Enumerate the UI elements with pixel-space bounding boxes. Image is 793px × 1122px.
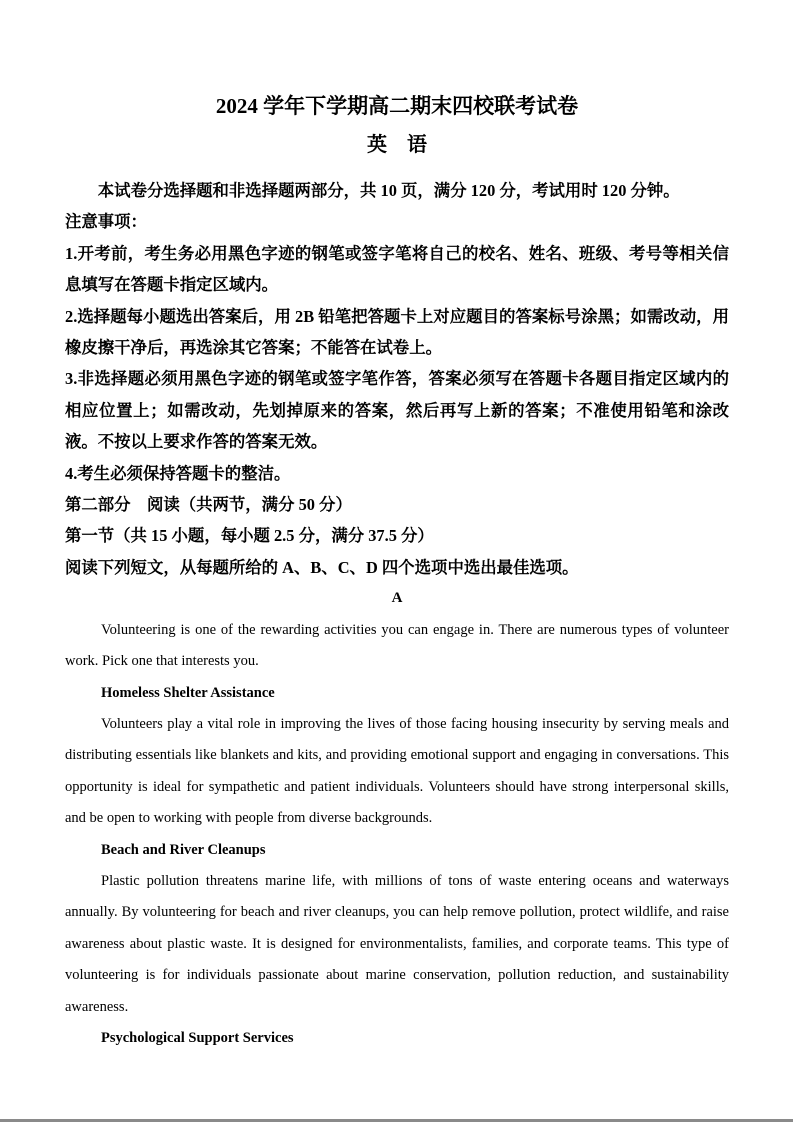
paper-summary: 本试卷分选择题和非选择题两部分，共 10 页，满分 120 分，考试用时 120 分钟。 bbox=[97, 181, 680, 200]
passage-section-body-beach-river-cleanups: Plastic pollution threatens marine life, with millions of tons of waste entering oceans and waterways annually. By volunteering for beach and river cleanups, you can help remove pollution, protect wildlife, and raise awareness about plastic waste. It is designed for environmentalists, families, and corporate teams. This type of volunteering is for individuals passionate about marine conservation, pollution reduction, and sustainability awareness. bbox=[65, 872, 729, 1015]
notice-item-4: 4.考生必须保持答题卡的整洁。 bbox=[65, 463, 291, 483]
passage-section-body-homeless-shelter: Volunteers play a vital role in improving the lives of those facing housing insecurity by serving meals and distributing essentials like blankets and kits, and providing emotional support and engaging in conversations. This opportunity is ideal for sympathetic and patient individuals. Volunteers should have strong interpersonal skills, and be open to working with people from diverse backgrounds. bbox=[65, 715, 729, 827]
exam-title: 2024 学年下学期高二期末四校联考试卷 bbox=[215, 94, 579, 118]
notice-item-2: 2.选择题每小题选出答案后，用 2B 铅笔把答题卡上对应题目的答案标号涂黑；如需改动，用橡皮擦干净后，再选涂其它答案；不能答在试卷上。 bbox=[65, 306, 729, 358]
notice-item-3: 3.非选择题必须用黑色字迹的钢笔或签字笔作答，答案必须写在答题卡各题目指定区域内的相应位置上；如需改动，先划掉原来的答案，然后再写上新的答案；不准使用铅笔和涂改液。不按以上要求作答的答案无效。 bbox=[65, 369, 729, 452]
passage-section-heading-psychological-support: Psychological Support Services bbox=[101, 1029, 294, 1046]
part2-heading: 第二部分 阅读（共两节，满分 50 分） bbox=[65, 495, 352, 515]
section1-heading: 第一节（共 15 小题，每小题 2.5 分，满分 37.5 分） bbox=[65, 526, 434, 546]
passage-intro-paragraph: Volunteering is one of the rewarding activities you can engage in. There are numerous types of volunteer work. Pick one that interests you. bbox=[65, 621, 729, 670]
passage-a-label: A bbox=[391, 590, 403, 607]
reading-instructions: 阅读下列短文，从每题所给的 A、B、C、D 四个选项中选出最佳选项。 bbox=[65, 557, 579, 577]
exam-subject-title: 英 语 bbox=[367, 134, 427, 156]
notice-item-1: 1.开考前，考生务必用黑色字迹的钢笔或签字笔将自己的校名、姓名、班级、考号等相关信息填写在答题卡指定区域内。 bbox=[65, 243, 729, 295]
notice-heading: 注意事项： bbox=[65, 212, 147, 232]
passage-section-heading-beach-river-cleanups: Beach and River Cleanups bbox=[101, 841, 266, 858]
passage-section-heading-homeless-shelter: Homeless Shelter Assistance bbox=[101, 684, 275, 701]
